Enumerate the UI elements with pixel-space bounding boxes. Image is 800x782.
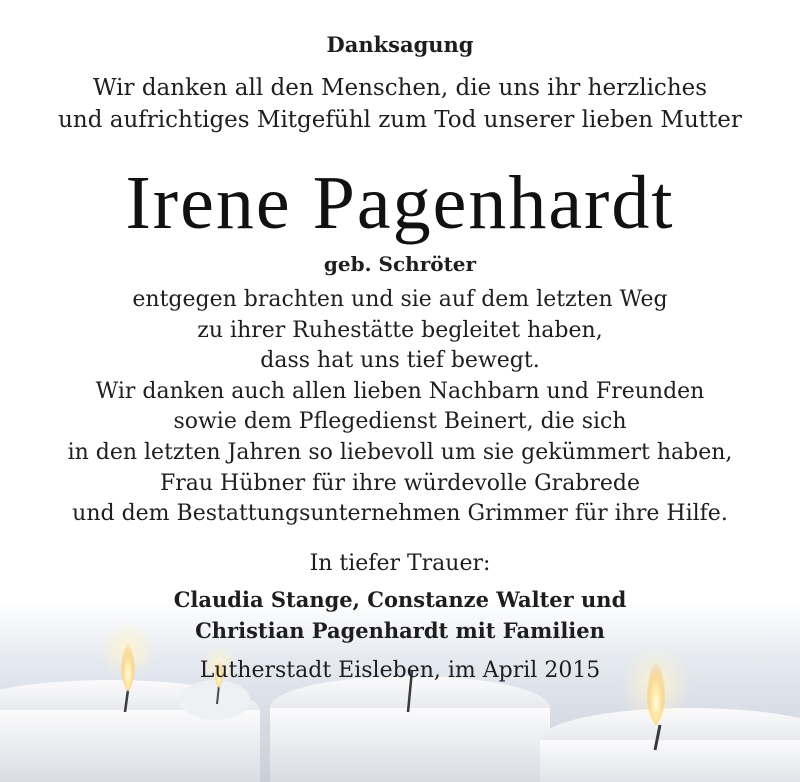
body-line: in den letzten Jahren so liebevoll um sie gekümmert haben, [67,439,733,465]
body-line: Wir danken auch allen lieben Nachbarn und Freunden [95,378,705,404]
maiden-name: geb. Schröter [323,252,477,276]
notice-heading: Danksagung [326,32,474,57]
deceased-name: Irene Pagenhardt [125,161,675,245]
body-line: und dem Bestattungsunternehmen Grimmer für ihre Hilfe. [72,501,728,527]
body-line: Frau Hübner für ihre würdevolle Grabrede [159,470,641,496]
signers [0,584,800,646]
body-line: zu ihrer Ruhestätte begleitet haben, [197,317,603,343]
body-text [0,285,800,530]
signer-line: Christian Pagenhardt mit Familien [195,618,605,643]
intro-line: Wir danken all den Menschen, die uns ihr herzliches [92,75,708,101]
body-line: entgegen brachten und sie auf dem letzten Weg [132,287,668,312]
grief-line: In tiefer Trauer: [309,551,491,576]
intro-text [0,72,800,136]
signer-line: Claudia Stange, Constanze Walter und [173,587,627,612]
body-line: dass hat uns tief bewegt. [260,348,540,374]
place-date: Lutherstadt Eisleben, im April 2015 [199,658,601,683]
intro-line: und aufrichtiges Mitgefühl zum Tod unserer lieben Mutter [58,107,742,133]
body-line: sowie dem Pflegedienst Beinert, die sich [173,409,627,435]
